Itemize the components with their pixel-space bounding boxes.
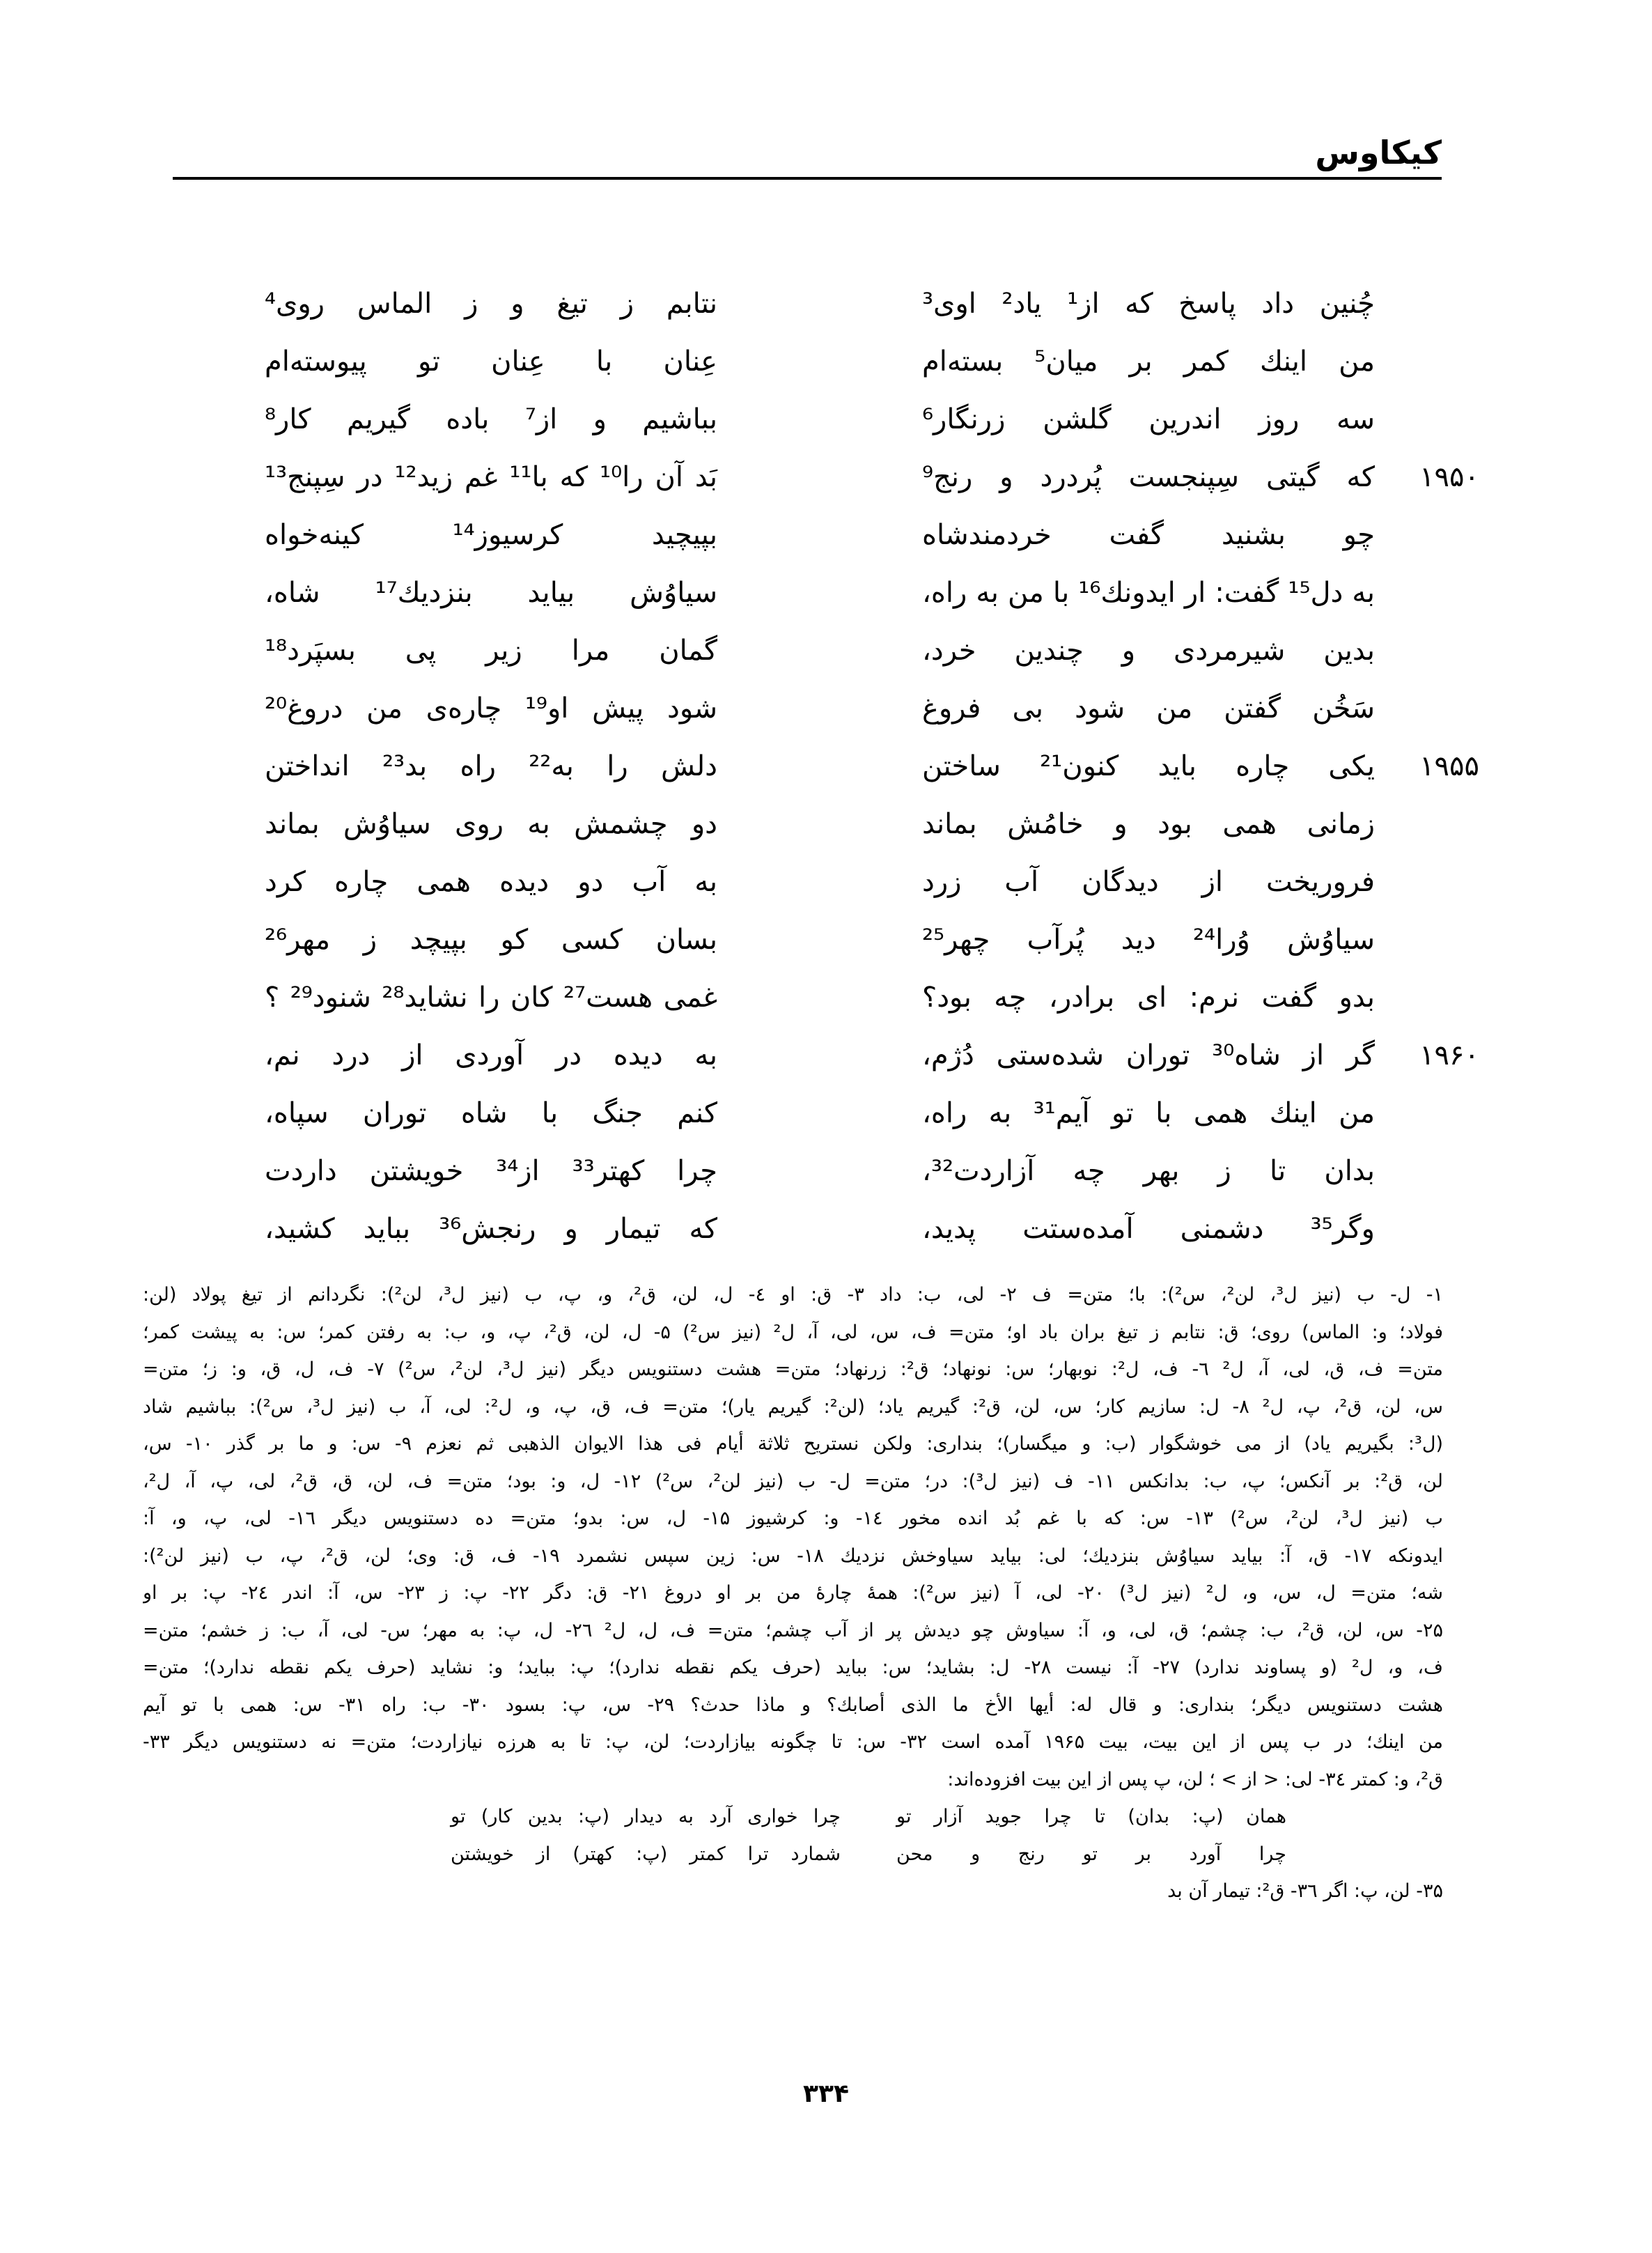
footnote-line: ۳۵- لن، پ: اگر ۳٦- ق²: تیمار آن بد [1167, 1880, 1443, 1902]
verse-line: غمی هست²⁷ کان را نشاید²⁸ شنود²⁹ ؟ [265, 982, 718, 1014]
verse-line: بدین شیرمردی و چندین خرد، [922, 635, 1375, 667]
footnotes-apparatus [143, 1276, 1443, 1910]
footnote-line: فولاد؛ و: الماس) روی؛ ق: نتابم ز تیغ بران باد او؛ متن= ف، س، لی، آ، ل² (نیز س²) ۵- ل، لن، ق²، پ، و، ب: به رفتن کمر؛ س: به پیشت کمر؛ [143, 1321, 1443, 1343]
verse-line: سَخُن گفتن من شود بی فروغ [922, 692, 1375, 725]
footnote-line: ۲۵- س، لن، ق²، ب: چشم؛ ق، لی، و، آ: سیاوش چو دیدش پر از آب چشم؛ متن= ف، ل، ل² ۲٦- ل، پ: به مهر؛ س- لی، آ، ب: ز خشم؛ متن= [143, 1619, 1443, 1641]
verse-line: دلش را به²² راه بد²³ انداختن [265, 750, 717, 782]
verse-line: چرا کهتر³³ از³⁴ خویشتن داردت [265, 1155, 717, 1187]
hemistich-right: همان (پ: بدان) تا چرا جوید آزار تو [896, 1806, 1286, 1827]
verse-line: سیاوُش بیاید بنزدیك¹⁷ شاه، [265, 577, 717, 609]
verse-line: سه روز اندرین گلشن زرنگار⁶ [922, 403, 1375, 435]
verse-line: بدو گفت نرم: ای برادر، چه بود؟ [922, 982, 1375, 1014]
verse-line: بسان کسی کو بپیچد ز مهر²⁶ [265, 924, 717, 956]
verse-line: بدان تا ز بهر چه آزاردت³²، [922, 1155, 1375, 1187]
hemistich-right: چرا آورد بر تو رنج و محن [896, 1843, 1286, 1865]
footnote-line: متن= ف، ق، لی، آ، ل² ٦- ف، ل²: نوبهار؛ س: نونهاد؛ ق²: زرنهاد؛ متن= هشت دستنویس دیگر (نیز ل³، لن²، س²) ۷- ف، ل، ق، و: ز؛ متن= [143, 1358, 1443, 1380]
verse-line: گر از شاه³⁰ توران شده‌ستی دُژم، ۱۹۶۰ [922, 1027, 1375, 1085]
line-number: ۱۹۵۰ [1419, 461, 1479, 493]
verse-line: بَد آن را¹⁰ که با¹¹ غم زید¹² در سِپنج¹³ [265, 461, 717, 493]
page-number: ۳۳۴ [803, 2080, 849, 2108]
footnote-line: ب (نیز ل³، لن²، س²) ۱۳- س: که با غم بُد انده مخور ١٤- و: کرشیوز ۱۵- ل، س: بدو؛ متن= ده دستنویس دیگر ١٦- لی، پ، و، آ: [143, 1508, 1443, 1529]
footnote-line: هشت دستنویس دیگر؛ بنداری: و قال له: أیها الأخ ما الذی أصابك؟ و ماذا حدث؟ ۲۹- س، پ: بسود ۳۰- ب: راه ۳۱- س: همی با تو آیم [143, 1694, 1443, 1716]
line-number: ۱۹۶۰ [1419, 1039, 1479, 1071]
footnote-line: ف، و، ل² (و پساوند ندارد) ۲۷- آ: نیست ۲۸- ل: بشاید؛ س: بباید (حرف یکم نقطه ندارد)؛ پ: بباید؛ و: نشاید (حرف یکم نقطه ندارد)؛ متن= [143, 1657, 1443, 1678]
verse-column-right [922, 275, 1479, 1258]
verse-line: زمانی همی بود و خامُش بماند [922, 808, 1375, 840]
verse-line: شود پیش او¹⁹ چاره‌ی من دروغ²⁰ [265, 692, 718, 725]
footnote-line: ۱- ل- ب (نیز ل³، لن²، س²): با؛ متن= ف ۲- لی، ب: داد ۳- ق: او ٤- ل، لن، ق²، و، پ، ب (نیز ل³، لن²): نگردانم از تیغ پولاد (لن: [143, 1284, 1443, 1306]
verse-line: عِنان با عِنان تو پیوسته‌ام [265, 346, 717, 378]
footnote-line: (ل³: بگیریم یاد) از می خوشگوار (ب: و میگسار)؛ بنداری: ولکن نستریح ثلاثة أیام فی هذا الایوان الذهبی ثم نعزم ۹- س: و ما بر گذر ۱۰- س، [143, 1433, 1443, 1455]
verse-line: که تیمار و رنجش³⁶ بباید کشید، [265, 1213, 717, 1245]
verse-line: بپیچید کرسیوز¹⁴ کینه‌خواه [265, 519, 717, 551]
verse-line: من اینك همی با تو آیم³¹ به راه، [922, 1097, 1375, 1129]
footnote-line: ق²، و: کمتر ۳٤- لی: < از > ؛ لن، پ پس از این بیت افزوده‌اند: [947, 1768, 1443, 1790]
verse-line: دو چشمش به روی سیاوُش بماند [265, 808, 717, 840]
header-rule [173, 177, 1442, 180]
verse-line: که گیتی سِپنجست پُردرد و رنج⁹ ۱۹۵۰ [922, 449, 1375, 506]
line-number: ۱۹۵۵ [1419, 750, 1479, 782]
footnote-line: ایدونکه ۱۷- ق، آ: بیاید سیاوُش بنزدیك؛ لی: بیاید سیاوخش نزدیك ۱۸- س: زین سپس نشمرد ۱۹- ف، ق: وی؛ لن، ق²، پ، ب (نیز لن²): [143, 1544, 1443, 1567]
verse-line: نتابم ز تیغ و ز الماس روی⁴ [265, 288, 717, 320]
verse-column-left [265, 275, 717, 1258]
hemistich-left: شمارد ترا کمتر (پ: کهتر) از خویشتن [451, 1843, 841, 1865]
verse-line: من اینك کمر بر میان⁵ بسته‌ام [922, 346, 1375, 378]
verse-line: بباشیم و از⁷ باده گیریم کار⁸ [265, 403, 717, 435]
verse-line: چُنین داد پاسخ که از¹ یاد² اوی³ [922, 288, 1375, 320]
verse-line: فروریخت از دیدگان آب زرد [922, 866, 1375, 898]
verse-line: به دل¹⁵ گفت: ار ایدونك¹⁶ با من به راه، [922, 577, 1375, 609]
added-couplet [143, 1836, 1443, 1873]
footnote-line: س، لن، ق²، پ، ل² ۸- ل: سازیم کار؛ س، لن، ق²: گیریم یاد؛ (لن²: گیریم یار)؛ متن= ف، ق، پ، و، ل²: لی، آ، ب (نیز ل³، س²): بباشیم شاد [143, 1395, 1443, 1418]
verse-line: یکی چاره باید کنون²¹ ساختن ۱۹۵۵ [922, 738, 1375, 796]
verse-line: چو بشنید گفت خردمندشاه [922, 519, 1375, 551]
footnote-line: لن، ق²: بر آنکس؛ پ، ب: بدانکس ۱۱- ف (نیز ل³): در؛ متن= ل- ب (نیز لن²، س²) ۱۲- ل، و: بود؛ متن= ف، لن، ق، ق²، لی، پ، آ، ل²، [143, 1470, 1443, 1492]
hemistich-left: چرا خواری آرد به دیدار (پ: بدین کار) تو [451, 1806, 841, 1827]
footnote-line: شه؛ متن= ل، س، و، ل² (نیز ل³) ۲۰- لی، آ (نیز س²): همهٔ چارهٔ من بر او دروغ ۲۱- ق: دگر ۲۲- پ: ز ۲۳- س، آ: اندر ۲٤- پ: بر او [143, 1582, 1443, 1604]
verse-line: کنم جنگ با شاه توران سپاه، [265, 1097, 717, 1129]
footnote-line: من اینك؛ در ب پس از این بیت، بیت ۱۹۶۵ آمده است ۳۲- س: تا چگونه بیازاردت؛ لن، پ: تا به هرزه نیازاردت؛ متن= نه دستنویس دیگر ۳۳- [143, 1731, 1443, 1753]
running-header-title: کیکاوس [1315, 134, 1442, 171]
verse-line: به دیده در آوردی از درد نم، [265, 1039, 717, 1071]
verse-line: وگر³⁵ دشمنی آمده‌ستت پدید، [922, 1213, 1375, 1245]
verse-line: سیاوُش وُرا²⁴ دید پُرآب چهر²⁵ [922, 924, 1375, 956]
verse-line: به آب دو دیده همی چاره کرد [265, 866, 717, 898]
verse-line: گمان مرا زیر پی بسپَرد¹⁸ [265, 635, 717, 667]
added-couplet [143, 1798, 1443, 1836]
